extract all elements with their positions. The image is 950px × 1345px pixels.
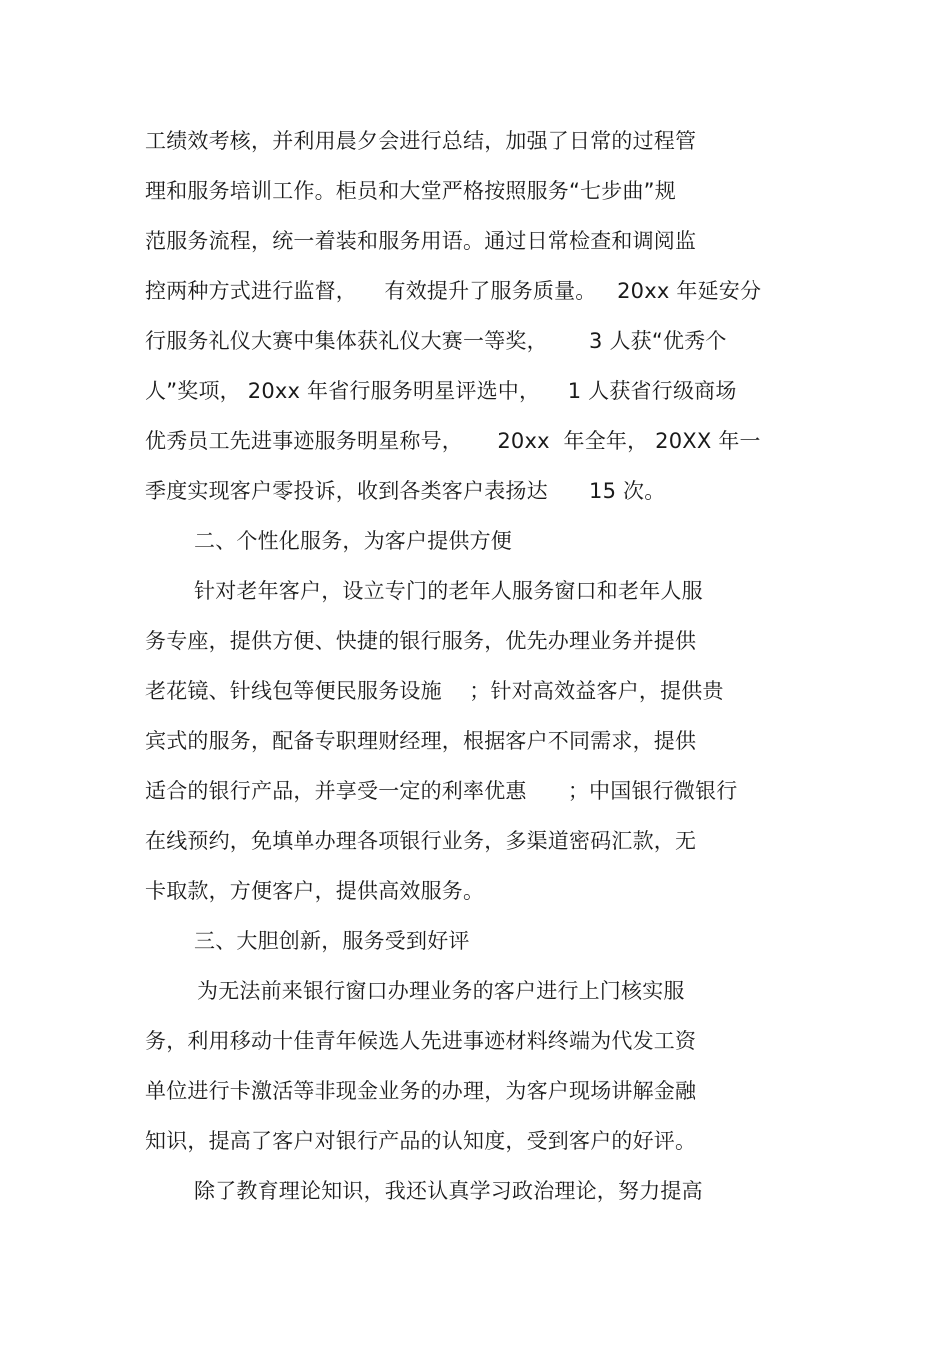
text-line: 知识，提高了客户对银行产品的认知度，受到客户的好评。 [145,1129,697,1153]
text-line: 范服务流程，统一着装和服务用语。通过日常检查和调阅监 [145,229,697,253]
text-line: 优秀员工先进事迹服务明星称号， 20xx 年全年， 20XX 年一 [145,429,761,453]
text-line: 行服务礼仪大赛中集体获礼仪大赛一等奖， 3 人获“优秀个 [145,329,727,353]
text-line: 工绩效考核，并利用晨夕会进行总结，加强了日常的过程管 [145,129,697,153]
text-line: 务，利用移动十佳青年候选人先进事迹材料终端为代发工资 [145,1029,697,1053]
text-line: 除了教育理论知识，我还认真学习政治理论，努力提高 [194,1179,703,1203]
text-line: 季度实现客户零投诉，收到各类客户表扬达 15 次。 [145,479,666,503]
text-line: 在线预约，免填单办理各项银行业务，多渠道密码汇款，无 [145,829,697,853]
text-line: 卡取款，方便客户，提供高效服务。 [145,879,485,903]
text-line: 务专座，提供方便、快捷的银行服务，优先办理业务并提供 [145,629,697,653]
section-heading: 二、个性化服务，为客户提供方便 [194,529,512,553]
section-heading: 三、大胆创新，服务受到好评 [194,929,470,953]
text-line: 宾式的服务，配备专职理财经理，根据客户不同需求，提供 [145,729,697,753]
text-line: 控两种方式进行监督， 有效提升了服务质量。 20xx 年延安分 [145,279,762,303]
text-line: 理和服务培训工作。柜员和大堂严格按照服务“七步曲”规 [145,179,676,203]
text-line: 单位进行卡激活等非现金业务的办理，为客户现场讲解金融 [145,1079,697,1103]
text-line: 老花镜、针线包等便民服务设施 ；针对高效益客户，提供贵 [145,679,724,703]
text-line: 适合的银行产品，并享受一定的利率优惠 ；中国银行微银行 [145,779,738,803]
text-line: 针对老年客户，设立专门的老年人服务窗口和老年人服 [194,579,703,603]
text-line: 人”奖项， 20xx 年省行服务明星评选中， 1 人获省行级商场 [145,379,737,403]
text-line: 为无法前来银行窗口办理业务的客户进行上门核实服 [197,979,685,1003]
